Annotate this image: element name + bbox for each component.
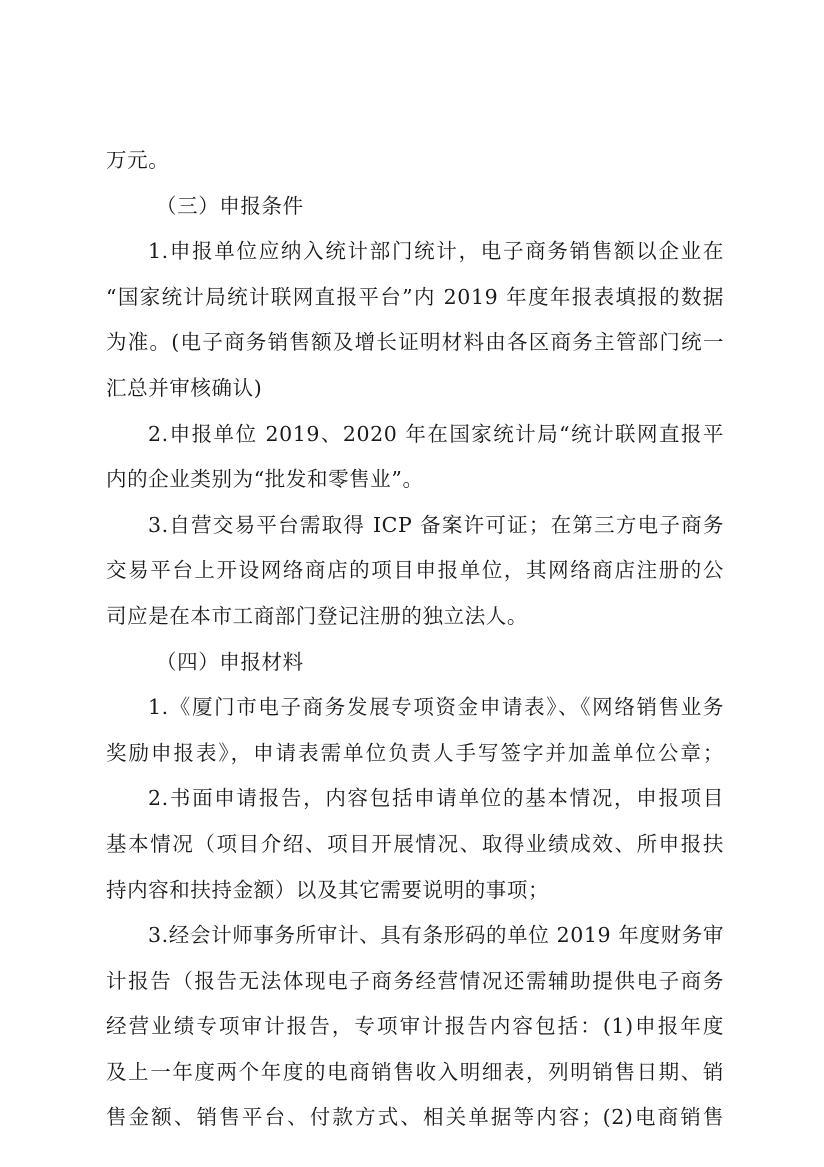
body-text-line: 计报告（报告无法体现电子商务经营情况还需辅助提供电子商务 — [106, 968, 724, 993]
body-text-line: 内的企业类别为“批发和零售业”。 — [106, 467, 424, 492]
body-text-line: 汇总并审核确认) — [106, 375, 263, 400]
body-text-line: 奖励申报表》，申请表需单位负责人手写签字并加盖单位公章； — [106, 740, 724, 765]
body-text-line: 司应是在本市工商部门登记注册的独立法人。 — [106, 603, 528, 628]
body-text-line: 1.申报单位应纳入统计部门统计，电子商务销售额以企业在 — [148, 239, 724, 264]
body-text-line: 售金额、销售平台、付款方式、相关单据等内容；(2)电商销售 — [106, 1105, 724, 1130]
body-text-line: 基本情况（项目介绍、项目开展情况、取得业绩成效、所申报扶 — [106, 831, 724, 856]
section-heading: （四）申报材料 — [156, 649, 304, 674]
body-text-line: 1.《厦门市电子商务发展专项资金申请表》、《网络销售业务 — [148, 695, 724, 720]
body-text-line: 2.申报单位 2019、2020 年在国家统计局“统计联网直报平 — [148, 421, 724, 446]
body-text-line: 经营业绩专项审计报告，专项审计报告内容包括：(1)申报年度 — [106, 1014, 724, 1039]
section-heading: （三）申报条件 — [156, 193, 304, 218]
body-text-line: 3.自营交易平台需取得 ICP 备案许可证；在第三方电子商务 — [148, 512, 724, 537]
body-text-line: 及上一年度两个年度的电商销售收入明细表，列明销售日期、销 — [106, 1059, 724, 1084]
body-text-line: 3.经会计师事务所审计、具有条形码的单位 2019 年度财务审 — [148, 923, 724, 948]
body-text-line: 为准。(电子商务销售额及增长证明材料由各区商务主管部门统一 — [106, 330, 724, 355]
body-text-line: “国家统计局统计联网直报平台”内 2019 年度年报表填报的数据 — [106, 284, 724, 309]
body-text-line: 2.书面申请报告，内容包括申请单位的基本情况，申报项目 — [148, 786, 724, 811]
body-text-line: 交易平台上开设网络商店的项目申报单位，其网络商店注册的公 — [106, 558, 724, 583]
body-text-line: 万元。 — [106, 148, 170, 172]
body-text-line: 持内容和扶持金额）以及其它需要说明的事项； — [106, 877, 550, 902]
